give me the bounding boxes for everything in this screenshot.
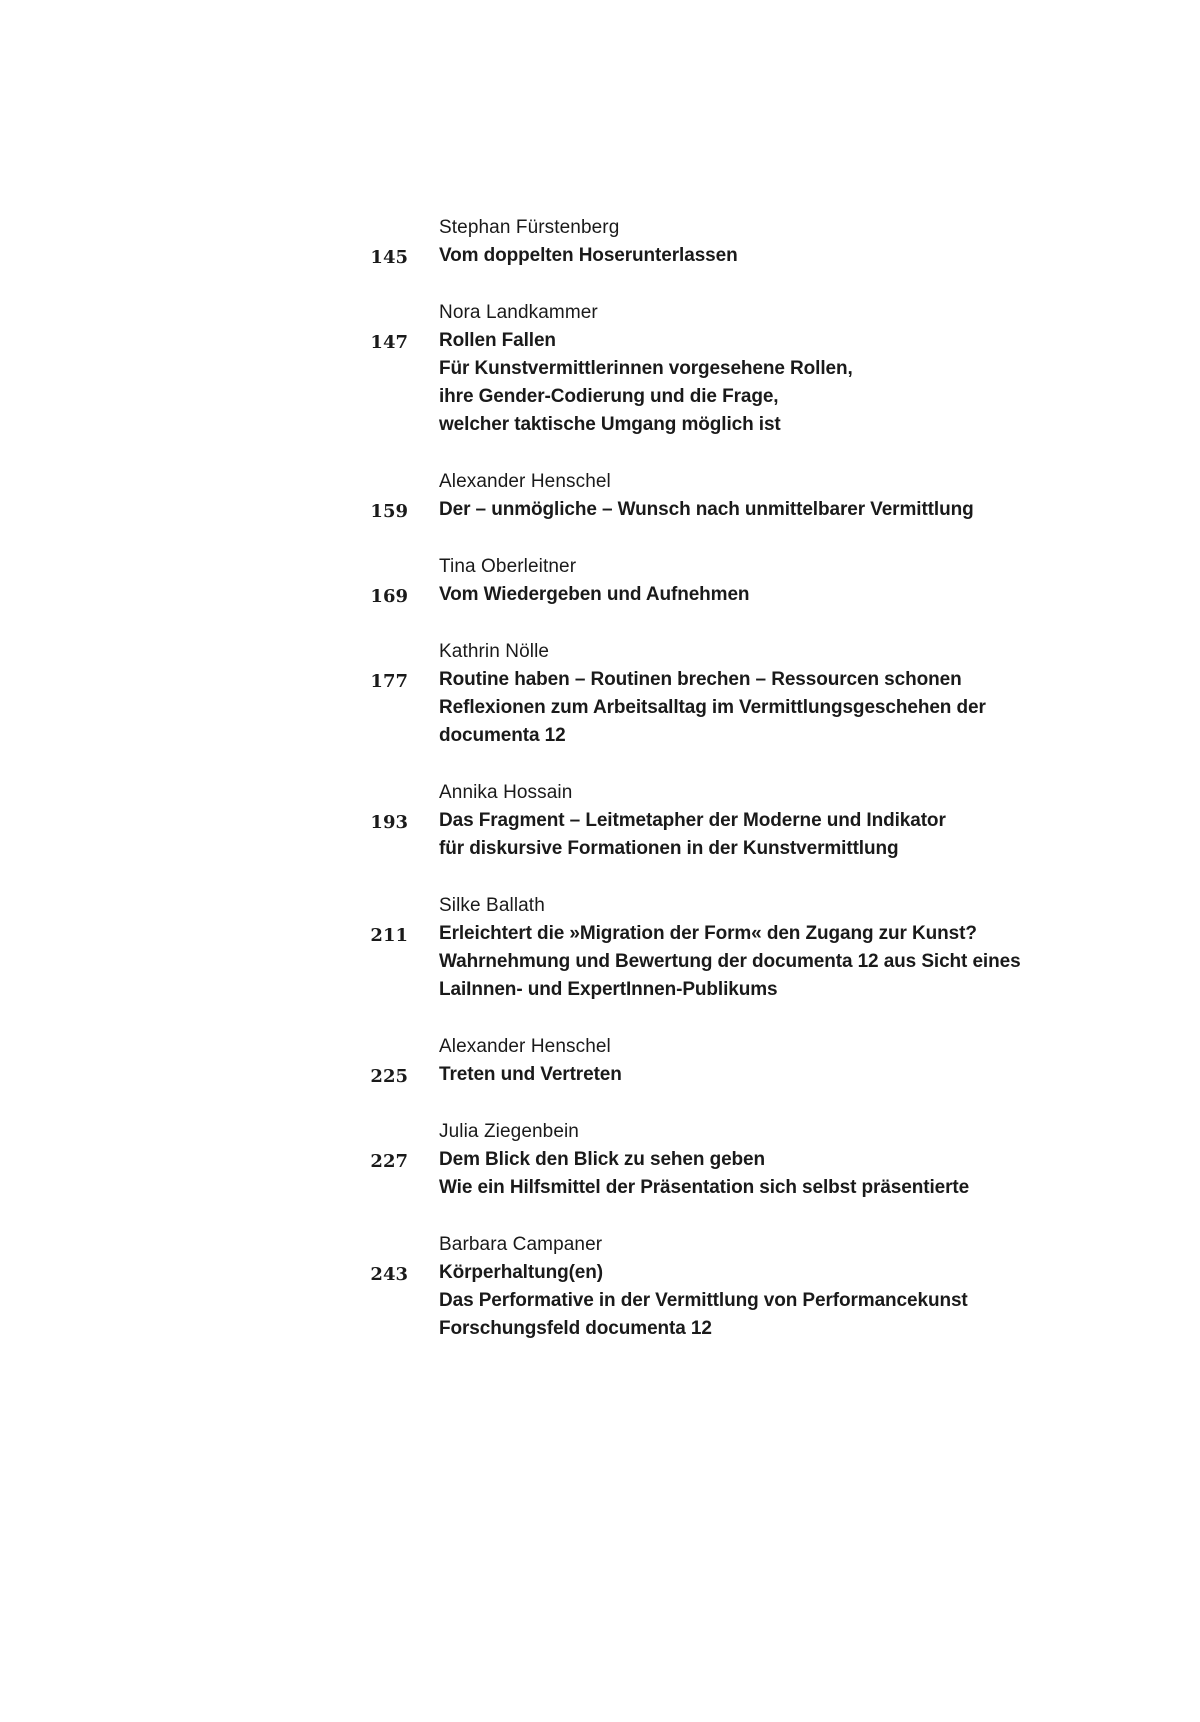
entry-title-line: Für Kunstvermittlerinnen vorgesehene Rollen, (439, 358, 853, 379)
entry-author: Kathrin Nölle (439, 641, 550, 662)
toc-entry (0, 1231, 1200, 1343)
entry-title-line: Forschungsfeld documenta 12 (439, 1318, 712, 1339)
entry-page-number: 211 (370, 925, 408, 946)
entry-title-line: Wahrnehmung und Bewertung der documenta 12 aus Sicht eines (439, 951, 1021, 972)
toc-entry (0, 779, 1200, 863)
entry-author: Alexander Henschel (439, 471, 611, 492)
entry-author: Barbara Campaner (439, 1234, 603, 1255)
entry-title-line: Erleichtert die »Migration der Form« den Zugang zur Kunst? (439, 923, 977, 944)
table-of-contents (0, 214, 1200, 1372)
toc-entry (0, 468, 1200, 524)
entry-title-line: documenta 12 (439, 725, 566, 746)
entry-title-line: Vom doppelten Hoserunterlassen (439, 245, 738, 266)
entry-title-line: Das Fragment – Leitmetapher der Moderne und Indikator (439, 810, 946, 831)
entry-title-line: Reflexionen zum Arbeitsalltag im Vermittlungsgeschehen der (439, 697, 986, 718)
entry-page-number: 243 (370, 1264, 408, 1285)
entry-title-block (370, 242, 1200, 270)
entry-title-block (370, 666, 1200, 750)
entry-page-number: 227 (370, 1151, 408, 1172)
toc-entry (0, 638, 1200, 750)
entry-title-line: Treten und Vertreten (439, 1064, 622, 1085)
entry-page-number: 225 (370, 1066, 408, 1087)
entry-title-block (370, 807, 1200, 863)
entry-title-line: Routine haben – Routinen brechen – Ressourcen schonen (439, 669, 962, 690)
entry-author: Alexander Henschel (439, 1036, 611, 1057)
entry-title-line: für diskursive Formationen in der Kunstvermittlung (439, 838, 899, 859)
entry-author: Annika Hossain (439, 782, 573, 803)
entry-page-number: 169 (370, 586, 408, 607)
toc-entry (0, 892, 1200, 1004)
entry-page-number: 147 (370, 332, 408, 353)
entry-title-block (370, 581, 1200, 609)
entry-title-block (370, 496, 1200, 524)
entry-author: Tina Oberleitner (439, 556, 577, 577)
entry-title-line: Dem Blick den Blick zu sehen geben (439, 1149, 766, 1170)
toc-entry (0, 553, 1200, 609)
entry-author: Stephan Fürstenberg (439, 217, 620, 238)
entry-title-line: welcher taktische Umgang möglich ist (439, 414, 781, 435)
toc-entry (0, 299, 1200, 439)
entry-page-number: 145 (370, 247, 408, 268)
entry-title-line: Das Performative in der Vermittlung von Performancekunst (439, 1290, 968, 1311)
entry-title-line: Rollen Fallen (439, 330, 556, 351)
entry-page-number: 193 (370, 812, 408, 833)
entry-title-line: ihre Gender-Codierung und die Frage, (439, 386, 779, 407)
entry-author: Nora Landkammer (439, 302, 598, 323)
entry-title-line: Der – unmögliche – Wunsch nach unmittelbarer Vermittlung (439, 499, 974, 520)
entry-title-block (370, 1061, 1200, 1089)
toc-entry (0, 214, 1200, 270)
toc-entry (0, 1118, 1200, 1202)
entry-title-block (370, 327, 1200, 439)
entry-title-block (370, 1146, 1200, 1202)
entry-title-line: Wie ein Hilfsmittel der Präsentation sich selbst präsentierte (439, 1177, 970, 1198)
entry-page-number: 177 (370, 671, 408, 692)
entry-title-block (370, 920, 1200, 1004)
entry-title-line: Vom Wiedergeben und Aufnehmen (439, 584, 750, 605)
entry-title-line: LaiInnen- und ExpertInnen-Publikums (439, 979, 778, 1000)
entry-title-block (370, 1259, 1200, 1343)
entry-author: Julia Ziegenbein (439, 1121, 579, 1142)
entry-author: Silke Ballath (439, 895, 545, 916)
entry-title-line: Körperhaltung(en) (439, 1262, 604, 1283)
toc-entry (0, 1033, 1200, 1089)
entry-page-number: 159 (370, 501, 408, 522)
